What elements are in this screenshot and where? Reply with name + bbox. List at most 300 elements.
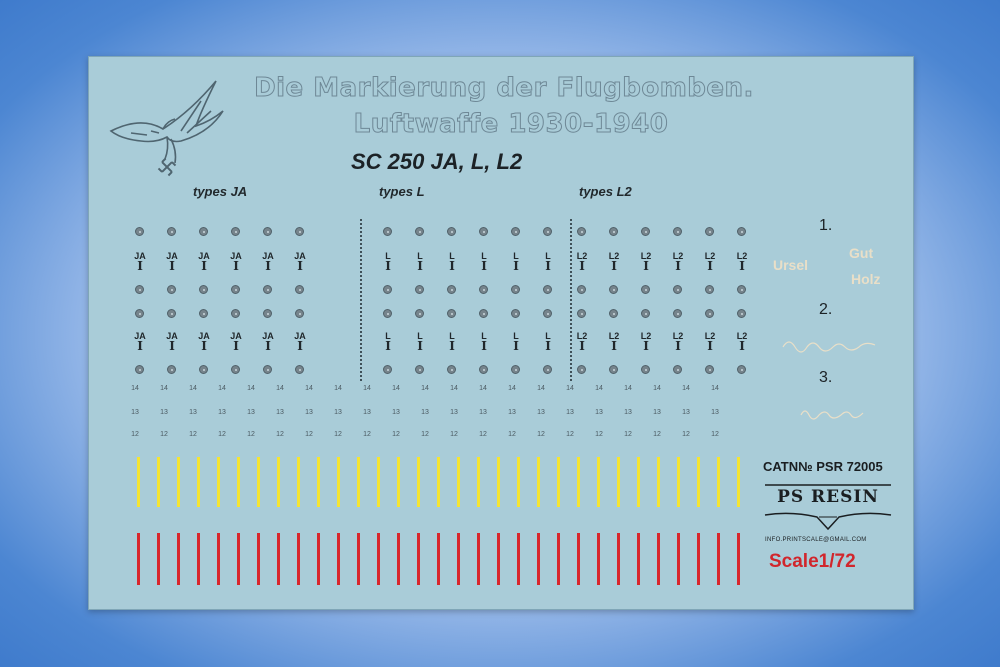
- sphere-dot: [167, 285, 176, 294]
- mark-letter: L: [417, 251, 423, 261]
- number-decal: 13: [595, 409, 603, 416]
- number-decal: 13: [218, 409, 226, 416]
- number-decal: 14: [247, 385, 255, 392]
- sphere-dot: [737, 285, 746, 294]
- bomb-mark-ja: [225, 252, 247, 272]
- mark-letter: L2: [576, 251, 588, 261]
- red-stripe: [457, 533, 460, 585]
- number-decal: 14: [566, 385, 574, 392]
- number-decal: 12: [711, 431, 719, 438]
- mark-letter: L2: [608, 331, 620, 341]
- red-stripe: [137, 533, 140, 585]
- bomb-mark-l2: [731, 252, 753, 272]
- number-decal: 13: [421, 409, 429, 416]
- ps-resin-logo-text: PS RESIN: [777, 487, 879, 507]
- number-decal: 12: [218, 431, 226, 438]
- number-decal: 12: [160, 431, 168, 438]
- number-decal: 13: [711, 409, 719, 416]
- number-decal: 13: [305, 409, 313, 416]
- sphere-dot: [705, 285, 714, 294]
- mark-ibeam: I: [739, 259, 745, 273]
- number-decal: 13: [508, 409, 516, 416]
- sphere-dot: [737, 365, 746, 374]
- yellow-stripe: [517, 457, 520, 507]
- bomb-mark-ja: [257, 332, 279, 352]
- mark-ibeam: I: [233, 339, 239, 353]
- mark-letter: L: [449, 331, 455, 341]
- number-decal: 14: [595, 385, 603, 392]
- red-stripe: [257, 533, 260, 585]
- mark-ibeam: I: [545, 339, 551, 353]
- yellow-stripe: [597, 457, 600, 507]
- sphere-dot: [609, 285, 618, 294]
- mark-letter: JA: [262, 331, 274, 341]
- sphere-dot: [167, 227, 176, 236]
- red-stripe: [737, 533, 740, 585]
- number-decal: 14: [537, 385, 545, 392]
- sphere-dot: [543, 309, 552, 318]
- personal-marking-number: 1.: [819, 217, 833, 234]
- number-decal: 12: [682, 431, 690, 438]
- mark-ibeam: I: [265, 339, 271, 353]
- mark-letter: L: [513, 331, 519, 341]
- number-decal: 12: [450, 431, 458, 438]
- yellow-stripe: [457, 457, 460, 507]
- sphere-dot: [479, 309, 488, 318]
- mark-ibeam: I: [201, 259, 207, 273]
- mark-letter: JA: [166, 331, 178, 341]
- red-stripe: [517, 533, 520, 585]
- signature-marking-2: [779, 335, 879, 355]
- number-decal: 12: [595, 431, 603, 438]
- number-decal: 13: [276, 409, 284, 416]
- red-stripe: [337, 533, 340, 585]
- sphere-dot: [609, 227, 618, 236]
- sphere-dot: [135, 285, 144, 294]
- eagle-emblem-icon: [101, 71, 231, 181]
- number-decal: 13: [450, 409, 458, 416]
- yellow-stripe: [177, 457, 180, 507]
- number-decal: 13: [682, 409, 690, 416]
- number-decal: 12: [421, 431, 429, 438]
- mark-letter: L: [417, 331, 423, 341]
- number-decal: 12: [566, 431, 574, 438]
- bomb-mark-l2: [667, 252, 689, 272]
- mark-ibeam: I: [611, 339, 617, 353]
- yellow-stripe: [257, 457, 260, 507]
- bomb-mark-l2: [699, 332, 721, 352]
- mark-ibeam: I: [707, 339, 713, 353]
- mark-ibeam: I: [417, 259, 423, 273]
- sphere-dot: [199, 285, 208, 294]
- red-stripe: [617, 533, 620, 585]
- number-decal: 14: [131, 385, 139, 392]
- red-stripe: [237, 533, 240, 585]
- red-stripe: [637, 533, 640, 585]
- mark-letter: JA: [198, 251, 210, 261]
- red-stripe: [417, 533, 420, 585]
- red-stripe: [317, 533, 320, 585]
- sphere-dot: [511, 365, 520, 374]
- sphere-dot: [295, 227, 304, 236]
- bomb-mark-l: [537, 332, 559, 352]
- mark-letter: L2: [704, 251, 716, 261]
- mark-ibeam: I: [643, 339, 649, 353]
- number-decal: 13: [624, 409, 632, 416]
- sphere-dot: [577, 365, 586, 374]
- bomb-mark-ja: [193, 332, 215, 352]
- number-decal: 13: [392, 409, 400, 416]
- mark-letter: L2: [640, 251, 652, 261]
- sphere-dot: [415, 365, 424, 374]
- number-decal: 14: [450, 385, 458, 392]
- number-decal: 14: [711, 385, 719, 392]
- mark-ibeam: I: [137, 339, 143, 353]
- sphere-dot: [447, 285, 456, 294]
- sphere-dot: [737, 309, 746, 318]
- mark-ibeam: I: [707, 259, 713, 273]
- mark-letter: L2: [672, 331, 684, 341]
- number-decal: 12: [334, 431, 342, 438]
- yellow-stripe: [317, 457, 320, 507]
- sheet-title-line1: Die Markierung der Flugbomben.: [254, 73, 754, 103]
- sphere-dot: [511, 227, 520, 236]
- mark-ibeam: I: [169, 339, 175, 353]
- sphere-dot: [479, 227, 488, 236]
- number-decal: 12: [508, 431, 516, 438]
- sphere-dot: [383, 309, 392, 318]
- bomb-designation-heading: SC 250 JA, L, L2: [351, 149, 523, 174]
- number-decal: 12: [624, 431, 632, 438]
- red-stripe: [697, 533, 700, 585]
- bomb-mark-ja: [193, 252, 215, 272]
- sphere-dot: [705, 309, 714, 318]
- personal-marking-number: 3.: [819, 369, 833, 386]
- personal-marking-number: 2.: [819, 301, 833, 318]
- yellow-stripe: [377, 457, 380, 507]
- number-decal: 13: [189, 409, 197, 416]
- number-decal: 12: [479, 431, 487, 438]
- bomb-mark-l2: [635, 332, 657, 352]
- number-decal: 14: [276, 385, 284, 392]
- bomb-mark-ja: [289, 332, 311, 352]
- signature-marking-3: [797, 403, 867, 423]
- number-decal: 14: [363, 385, 371, 392]
- mark-letter: L: [513, 251, 519, 261]
- bomb-mark-ja: [129, 252, 151, 272]
- bomb-mark-l: [441, 332, 463, 352]
- bomb-mark-ja: [225, 332, 247, 352]
- yellow-stripe: [197, 457, 200, 507]
- yellow-stripe: [357, 457, 360, 507]
- sphere-dot: [263, 285, 272, 294]
- mark-ibeam: I: [201, 339, 207, 353]
- number-decal: 12: [247, 431, 255, 438]
- sphere-dot: [447, 309, 456, 318]
- mark-ibeam: I: [513, 339, 519, 353]
- mark-letter: JA: [262, 251, 274, 261]
- gut-holz-marking: Gut: [849, 245, 874, 261]
- bomb-mark-l2: [571, 252, 593, 272]
- sphere-dot: [135, 227, 144, 236]
- number-decal: 12: [653, 431, 661, 438]
- sphere-dot: [479, 285, 488, 294]
- sphere-dot: [199, 227, 208, 236]
- number-decal: 13: [566, 409, 574, 416]
- red-stripe: [177, 533, 180, 585]
- sphere-dot: [135, 365, 144, 374]
- mark-letter: L: [385, 251, 391, 261]
- sphere-dot: [641, 309, 650, 318]
- bomb-mark-l2: [603, 252, 625, 272]
- sphere-dot: [511, 309, 520, 318]
- sheet-title-line2: Luftwaffe 1930-1940: [353, 109, 669, 139]
- mark-letter: L2: [704, 331, 716, 341]
- number-decal: 12: [131, 431, 139, 438]
- mark-ibeam: I: [169, 259, 175, 273]
- mark-letter: L2: [640, 331, 652, 341]
- yellow-stripe: [237, 457, 240, 507]
- number-decal: 12: [276, 431, 284, 438]
- mark-letter: JA: [230, 251, 242, 261]
- red-stripe: [537, 533, 540, 585]
- yellow-stripe: [637, 457, 640, 507]
- yellow-stripe: [137, 457, 140, 507]
- number-decal: 13: [537, 409, 545, 416]
- sphere-dot: [705, 227, 714, 236]
- mark-letter: L2: [576, 331, 588, 341]
- sphere-dot: [705, 365, 714, 374]
- number-decal: 13: [131, 409, 139, 416]
- number-decal: 12: [537, 431, 545, 438]
- mark-letter: JA: [134, 251, 146, 261]
- yellow-stripe: [717, 457, 720, 507]
- sphere-dot: [641, 285, 650, 294]
- sphere-dot: [609, 309, 618, 318]
- sphere-dot: [167, 309, 176, 318]
- number-decal: 14: [421, 385, 429, 392]
- sphere-dot: [231, 365, 240, 374]
- number-decal: 14: [305, 385, 313, 392]
- yellow-stripe: [157, 457, 160, 507]
- bomb-mark-ja: [129, 332, 151, 352]
- sphere-dot: [231, 227, 240, 236]
- sphere-dot: [263, 309, 272, 318]
- sphere-dot: [231, 285, 240, 294]
- bomb-mark-l: [377, 332, 399, 352]
- mark-letter: L2: [672, 251, 684, 261]
- mark-ibeam: I: [513, 259, 519, 273]
- mark-ibeam: I: [297, 339, 303, 353]
- bomb-mark-l: [377, 252, 399, 272]
- mark-letter: L: [545, 331, 551, 341]
- sphere-dot: [577, 309, 586, 318]
- yellow-stripe: [557, 457, 560, 507]
- red-stripe: [657, 533, 660, 585]
- yellow-stripe: [337, 457, 340, 507]
- bomb-mark-l: [473, 252, 495, 272]
- bomb-mark-l2: [731, 332, 753, 352]
- yellow-stripe: [697, 457, 700, 507]
- number-decal: 13: [334, 409, 342, 416]
- yellow-stripe: [577, 457, 580, 507]
- number-decal: 14: [334, 385, 342, 392]
- mark-letter: JA: [230, 331, 242, 341]
- mark-letter: JA: [294, 331, 306, 341]
- sphere-dot: [673, 285, 682, 294]
- number-decal: 14: [682, 385, 690, 392]
- number-decal: 13: [160, 409, 168, 416]
- number-decal: 14: [479, 385, 487, 392]
- mark-ibeam: I: [417, 339, 423, 353]
- sphere-dot: [415, 309, 424, 318]
- bomb-mark-l: [505, 252, 527, 272]
- types-ja-label: types JA: [193, 184, 248, 199]
- gut-holz-marking: Holz: [851, 271, 881, 287]
- red-stripe: [677, 533, 680, 585]
- mark-letter: L2: [736, 251, 748, 261]
- mark-letter: JA: [166, 251, 178, 261]
- sphere-dot: [263, 365, 272, 374]
- number-decal: 12: [189, 431, 197, 438]
- bomb-mark-ja: [289, 252, 311, 272]
- bomb-mark-l: [441, 252, 463, 272]
- ursel-marking: Ursel: [773, 257, 809, 273]
- sphere-dot: [673, 309, 682, 318]
- red-stripe: [377, 533, 380, 585]
- sphere-dot: [609, 365, 618, 374]
- bomb-mark-l: [409, 332, 431, 352]
- sphere-dot: [135, 309, 144, 318]
- sphere-dot: [641, 227, 650, 236]
- mark-ibeam: I: [385, 259, 391, 273]
- number-decal: 13: [247, 409, 255, 416]
- number-decal: 14: [624, 385, 632, 392]
- sphere-dot: [543, 227, 552, 236]
- red-stripe: [577, 533, 580, 585]
- sphere-dot: [415, 227, 424, 236]
- sphere-dot: [641, 365, 650, 374]
- sphere-dot: [383, 365, 392, 374]
- yellow-stripe: [217, 457, 220, 507]
- decal-sheet: [88, 56, 914, 610]
- number-decal: 13: [363, 409, 371, 416]
- mark-letter: JA: [294, 251, 306, 261]
- number-decal: 14: [508, 385, 516, 392]
- sphere-dot: [543, 285, 552, 294]
- mark-ibeam: I: [675, 259, 681, 273]
- number-decal: 12: [305, 431, 313, 438]
- red-stripe: [557, 533, 560, 585]
- sphere-dot: [447, 365, 456, 374]
- sphere-dot: [447, 227, 456, 236]
- mark-ibeam: I: [233, 259, 239, 273]
- sphere-dot: [543, 365, 552, 374]
- yellow-stripe: [477, 457, 480, 507]
- red-stripe: [597, 533, 600, 585]
- sphere-dot: [231, 309, 240, 318]
- bomb-mark-l2: [571, 332, 593, 352]
- ps-resin-logo: [761, 481, 895, 533]
- mark-letter: L: [385, 331, 391, 341]
- sphere-dot: [577, 285, 586, 294]
- bomb-mark-ja: [161, 332, 183, 352]
- mark-ibeam: I: [385, 339, 391, 353]
- sphere-dot: [167, 365, 176, 374]
- sphere-dot: [673, 227, 682, 236]
- red-stripe: [157, 533, 160, 585]
- yellow-stripe: [297, 457, 300, 507]
- mark-letter: L: [481, 331, 487, 341]
- sphere-dot: [383, 285, 392, 294]
- mark-ibeam: I: [137, 259, 143, 273]
- yellow-stripe: [397, 457, 400, 507]
- red-stripe: [497, 533, 500, 585]
- yellow-stripe: [437, 457, 440, 507]
- sphere-dot: [479, 365, 488, 374]
- types-l-label: types L: [379, 184, 425, 199]
- bomb-mark-ja: [257, 252, 279, 272]
- sphere-dot: [263, 227, 272, 236]
- types-l2-label: types L2: [579, 184, 632, 199]
- number-decal: 14: [653, 385, 661, 392]
- sphere-dot: [383, 227, 392, 236]
- mark-ibeam: I: [579, 339, 585, 353]
- sphere-dot: [577, 227, 586, 236]
- mark-ibeam: I: [675, 339, 681, 353]
- bomb-mark-l2: [635, 252, 657, 272]
- red-stripe: [437, 533, 440, 585]
- bomb-mark-l2: [667, 332, 689, 352]
- sphere-dot: [737, 227, 746, 236]
- bomb-mark-l: [409, 252, 431, 272]
- red-stripe: [397, 533, 400, 585]
- mark-letter: JA: [198, 331, 210, 341]
- yellow-stripe: [417, 457, 420, 507]
- red-stripe: [197, 533, 200, 585]
- sphere-dot: [295, 365, 304, 374]
- yellow-stripe: [657, 457, 660, 507]
- mark-ibeam: I: [739, 339, 745, 353]
- scale-label: Scale1/72: [769, 551, 856, 572]
- mark-ibeam: I: [449, 339, 455, 353]
- bomb-mark-l: [537, 252, 559, 272]
- yellow-stripe: [277, 457, 280, 507]
- red-stripe: [717, 533, 720, 585]
- yellow-stripe: [677, 457, 680, 507]
- number-decal: 14: [160, 385, 168, 392]
- number-decal: 12: [392, 431, 400, 438]
- mark-ibeam: I: [481, 339, 487, 353]
- contact-email: INFO.PRINTSCALE@GMAIL.COM: [765, 537, 867, 543]
- mark-letter: L: [545, 251, 551, 261]
- sphere-dot: [295, 285, 304, 294]
- number-decal: 13: [479, 409, 487, 416]
- yellow-stripe: [737, 457, 740, 507]
- red-stripe: [277, 533, 280, 585]
- mark-letter: JA: [134, 331, 146, 341]
- sphere-dot: [673, 365, 682, 374]
- bomb-mark-l: [505, 332, 527, 352]
- divider-ja-l: [360, 219, 362, 381]
- sphere-dot: [415, 285, 424, 294]
- yellow-stripe: [497, 457, 500, 507]
- mark-ibeam: I: [579, 259, 585, 273]
- red-stripe: [357, 533, 360, 585]
- number-decal: 14: [218, 385, 226, 392]
- mark-letter: L: [449, 251, 455, 261]
- mark-ibeam: I: [449, 259, 455, 273]
